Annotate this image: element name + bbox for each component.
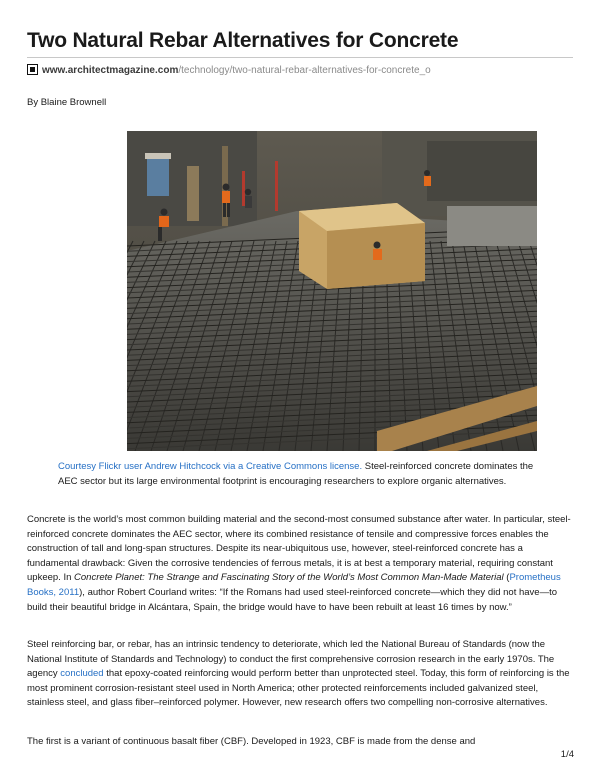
rebar-illustration — [127, 131, 537, 451]
title-divider — [27, 57, 573, 58]
book-title: Concrete Planet: The Strange and Fascinating Story of the World’s Most Common Man-Made Material — [74, 572, 504, 584]
page-number: 1/4 — [560, 749, 574, 760]
construction-site-photo — [127, 131, 537, 451]
concluded-link[interactable]: concluded — [60, 668, 104, 680]
byline: By Blaine Brownell — [27, 97, 107, 108]
p2-text-a: Steel reinforcing bar, or rebar, has an intrinsic tendency to deteriorate, which led the National Bureau of Standards (now the National Institute of Standards and Technology) to conduct the first comprehensive corrosion research in the early 1970s. The agency — [27, 639, 555, 680]
source-url[interactable] — [27, 64, 431, 76]
document-icon — [27, 64, 38, 75]
body-paragraph-1 — [27, 513, 575, 615]
article-title: Two Natural Rebar Alternatives for Concrete — [27, 29, 459, 52]
publisher-link[interactable]: Prometheus Books, 2011 — [27, 572, 561, 598]
caption-credit-link[interactable]: Courtesy Flickr user Andrew Hitchcock via a Creative Commons license. — [58, 461, 363, 472]
photo-caption — [58, 460, 548, 489]
p1-text-b: ( — [503, 572, 510, 584]
body-paragraph-3: The first is a variant of continuous basalt fiber (CBF). Developed in 1923, CBF is made from the dense and — [27, 736, 476, 747]
source-domain[interactable]: www.architectmagazine.com — [42, 65, 179, 76]
p2-text-b: that epoxy-coated reinforcing would perform better than unprotected steel. Today, this form of reinforcing is the most prominent corrosion-resistant steel used in North America; other protected reinforcements included galvanized steel, stainless steel, and glass fiber–reinforced polymer. However, new research offers two compelling non-corrosive alternatives. — [27, 668, 570, 709]
source-path[interactable]: /technology/two-natural-rebar-alternatives-for-concrete_o — [178, 65, 431, 76]
caption-text: Steel-reinforced concrete dominates the AEC sector but its large environmental footprint is encouraging researchers to explore organic alternatives. — [58, 461, 534, 487]
p1-text-c: ), author Robert Courland writes: “If the Romans had used steel-reinforced concrete—which they did not have—to build their beautiful bridge in Alcántara, Spain, the bridge would have to have been rebuilt at least 16 times by now.” — [27, 586, 558, 613]
body-paragraph-2 — [27, 638, 575, 711]
p1-text-a: Concrete is the world’s most common building material and the second-most consumed substance after water. In particular, steel-reinforced concrete dominates the AEC sector, where its combined resistance of tensile and compressive forces enables the construction of tall and long-span structures. Despite its near-ubiquitous use, however, steel-reinforced concrete has a fundamental drawback: Given the corrosive tendencies of ferrous metals, it is at best a temporary material, requiring constant upkeep. In — [27, 514, 571, 584]
